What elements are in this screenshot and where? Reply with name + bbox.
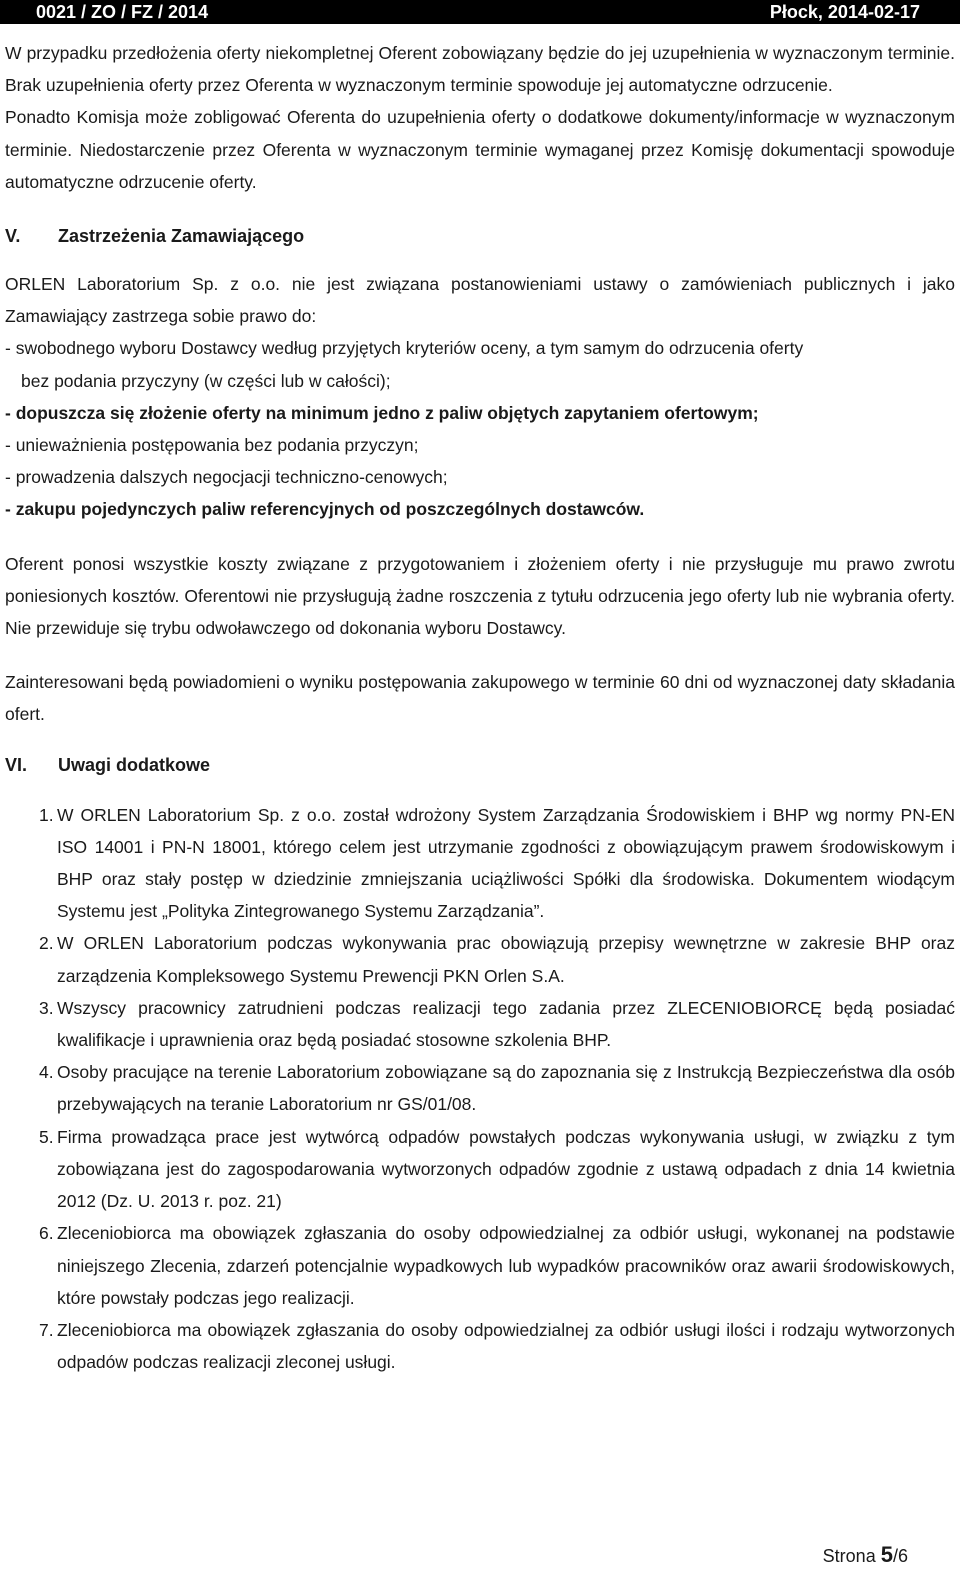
list-item: 1. W ORLEN Laboratorium Sp. z o.o. został wdrożony System Zarządzania Środowiskiem i BHP wg normy PN-EN ISO 14001 i PN-N 18001, którego celem jest utrzymanie zgodności z obowiązującym prawem środowiskowym i BHP oraz stały postęp w dziedzinie zmniejszania uciążliwości Spółki dla środowiska. Dokumentem wiodącym Systemu jest „Polityka Zintegrowanego Systemu Zarządzania”. — [39, 804, 955, 922]
document-reference: 0021 / ZO / FZ / 2014 — [36, 1, 209, 22]
total-pages: /6 — [892, 1546, 908, 1566]
paragraph-costs: Oferent ponosi wszystkie koszty związane z przygotowaniem i złożeniem oferty i nie przysługuje mu prawo zwrotu poniesionych kosztów. Oferentowi nie przysługują żadne roszczenia z tytułu odrzucenia jego oferty lub nie wybrania oferty. Nie przewiduje się trybu odwoławczego od dokonania wyboru Dostawcy. — [5, 553, 955, 639]
list-item: 5. Firma prowadząca prace jest wytwórcą odpadów powstałych podczas wykonywania usługi, w związku z tym zobowiązana jest do zagospodarowania wytworzonych odpadów zgodnie z ustawą odpadach z dnia 14 kwietnia 2012 (Dz. U. 2013 r. poz. 21) — [39, 1126, 955, 1212]
list-item-continuation: bez podania przyczyny (w części lub w całości); — [21, 370, 391, 391]
list-item: - swobodnego wyboru Dostawcy według przyjętych kryteriów oceny, a tym samym do odrzucenia oferty — [5, 338, 804, 359]
list-item: - dopuszcza się złożenie oferty na minimum jedno z paliw objętych zapytaniem ofertowym; — [5, 402, 759, 423]
list-item: 6. Zleceniobiorca ma obowiązek zgłaszania do osoby odpowiedzialnej za odbiór usługi, wykonanej na podstawie niniejszego Zlecenia, zdarzeń potencjalnie wypadkowych lub wypadków pracowników oraz awarii środowiskowych, które powstały podczas jego realizacji. — [39, 1223, 955, 1308]
list-item: - prowadzenia dalszych negocjacji techniczno-cenowych; — [5, 467, 448, 488]
paragraph-incomplete-offer: W przypadku przedłożenia oferty niekompletnej Oferent zobowiązany będzie do jej uzupełnienia w wyznaczonym terminie. Brak uzupełnienia oferty przez Oferenta w wyznaczonym terminie spowoduje jej automatyczne odrzucenie. — [5, 43, 955, 96]
list-item: 7. Zleceniobiorca ma obowiązek zgłaszania do osoby odpowiedzialnej za odbiór usługi ilości i rodzaju wytworzonych odpadów podczas realizacji zleconej usługi. — [39, 1319, 955, 1373]
section-heading-v — [5, 220, 955, 252]
current-page: 5 — [880, 1542, 893, 1567]
section-title: Zastrzeżenia Zamawiającego — [58, 226, 305, 247]
section-v-intro: ORLEN Laboratorium Sp. z o.o. nie jest związana postanowieniami ustawy o zamówieniach publicznych i jako Zamawiający zastrzega sobie prawo do: — [5, 274, 955, 327]
page-label: Strona — [822, 1546, 876, 1566]
page-content — [5, 37, 955, 1378]
list-item: - zakupu pojedynczych paliw referencyjnych od poszczególnych dostawców. — [5, 499, 645, 520]
paragraph-notification: Zainteresowani będą powiadomieni o wyniku postępowania zakupowego w terminie 60 dni od wyznaczonej daty składania ofert. — [5, 672, 955, 725]
section-heading-vi — [5, 749, 955, 781]
place-date: Płock, 2014-02-17 — [769, 1, 920, 22]
paragraph-additional-documents: Ponadto Komisja może zobligować Oferenta do uzupełnienia oferty o dodatkowe dokumenty/informacje w wyznaczonym terminie. Niedostarczenie przez Oferenta w wyznaczonym terminie wymaganej przez Komisję dokumentacji spowoduje automatyczne odrzucenie oferty. — [5, 107, 955, 192]
list-item: 2. W ORLEN Laboratorium podczas wykonywania prac obowiązują przepisy wewnętrzne w zakresie BHP oraz zarządzenia Kompleksowego Systemu Prewencji PKN Orlen S.A. — [39, 933, 955, 986]
list-item: 4. Osoby pracujące na terenie Laboratorium zobowiązane są do zapoznania się z Instrukcją Bezpieczeństwa dla osób przebywających na teranie Laboratorium nr GS/01/08. — [39, 1062, 955, 1115]
page-header — [0, 0, 960, 24]
list-item: - unieważnienia postępowania bez podania przyczyn; — [5, 435, 419, 456]
remarks-list — [5, 799, 955, 1379]
page-number — [823, 1542, 908, 1568]
section-number: V. — [5, 226, 21, 247]
list-item: 3. Wszyscy pracownicy zatrudnieni podczas realizacji tego zadania przez ZLECENIOBIORCĘ będą posiadać kwalifikacje i uprawnienia oraz będą posiadać stosowne szkolenia BHP. — [39, 997, 955, 1051]
section-number: VI. — [5, 754, 28, 775]
section-title: Uwagi dodatkowe — [58, 754, 211, 775]
